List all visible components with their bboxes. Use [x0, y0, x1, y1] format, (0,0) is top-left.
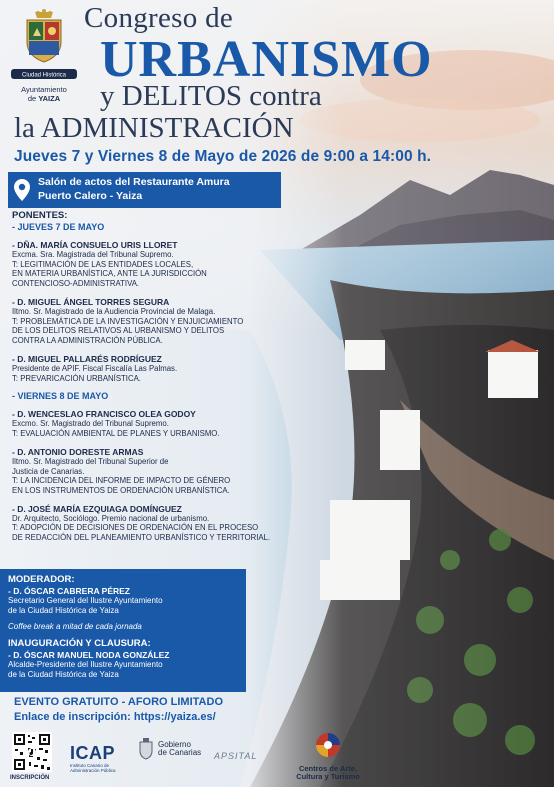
icap-wordmark: ICAP: [70, 743, 116, 763]
speaker-detail-line: Iltmo. Sr. Magistrado del Tribunal Superior de: [12, 456, 169, 466]
map-pin-icon: [14, 179, 30, 201]
closing-heading: INAUGURACIÓN Y CLAUSURA:: [8, 638, 151, 649]
speaker-item: [12, 504, 342, 543]
speaker-day-label: - VIERNES 8 DE MAYO: [12, 391, 109, 402]
speaker-detail-line: EN LOS INSTRUMENTOS DE ORDENACIÓN URBANÍSTICA.: [12, 486, 230, 496]
speaker-item: [12, 297, 342, 346]
speaker-detail-line: DE REDACCIÓN DEL PLANEAMIENTO URBANÍSTICO Y TERRITORIAL.: [12, 533, 271, 543]
title-line-2: URBANISMO: [100, 31, 433, 88]
speaker-detail-line: T: LA INCIDENCIA DEL INFORME DE IMPACTO DE GÉNERO: [12, 476, 231, 486]
speaker-detail-line: T: EVALUACIÓN AMBIENTAL DE PLANES Y URBANISMO.: [12, 429, 220, 439]
speaker-item: [12, 354, 342, 383]
speaker-detail-line: T: PROBLEMÁTICA DE LA INVESTIGACIÓN Y ENJUICIAMIENTO: [12, 316, 244, 326]
cultura-line1: Centros de Arte,: [298, 764, 358, 773]
speaker-detail-line: DE LOS DELITOS RELATIVOS AL URBANISMO Y DELITOS: [12, 326, 225, 336]
moderator-heading: MODERADOR:: [8, 574, 75, 585]
gobierno-text: [158, 741, 201, 758]
speaker-detail-line: T: PREVARICACIÓN URBANÍSTICA.: [12, 373, 141, 383]
coat-of-arms-icon: [21, 8, 67, 66]
moderator-role-line1: Secretario General del Ilustre Ayuntamiento: [8, 596, 163, 605]
cultura-turismo-logo: [288, 732, 368, 782]
registration-link[interactable]: Enlace de inscripción: https://yaiza.es/: [14, 711, 216, 723]
venue-line-2: Puerto Calero - Yaiza: [38, 190, 143, 202]
ciudad-historica-ribbon-icon: [11, 69, 77, 79]
speaker-name: - D. ANTONIO DORESTE ARMAS: [12, 446, 144, 457]
closing-role-line1: Alcalde-Presidente del Ilustre Ayuntamiento: [8, 660, 163, 669]
speaker-item: [12, 409, 342, 438]
speaker-detail-line: EN MATERIA URBANÍSTICA, ANTE LA JURISDICCIÓN: [12, 269, 207, 279]
coffee-break-note: Coffee break a mitad de cada jornada: [8, 622, 142, 631]
title-line-4: la ADMINISTRACIÓN: [14, 112, 294, 144]
gobierno-line2: de Canarias: [158, 748, 202, 757]
gobierno-canarias-logo: [138, 738, 201, 760]
speaker-detail-line: Iltmo. Sr. Magistrado de la Audiencia Provincial de Malaga.: [12, 306, 216, 316]
speaker-detail-line: T: LEGITIMACIÓN DE LAS ENTIDADES LOCALES,: [12, 259, 194, 269]
venue-line-1: Salón de actos del Restaurante Amura: [38, 176, 230, 189]
speaker-detail-line: Dr. Arquitecto, Sociólogo. Premio nacional de urbanismo.: [12, 513, 210, 523]
title-line-1: Congreso de: [84, 2, 234, 34]
icap-logo: [70, 743, 126, 774]
cultura-text: [288, 765, 368, 782]
venue-box: [8, 172, 281, 208]
speaker-name: - D. MIGUEL PALLARÉS RODRÍGUEZ: [12, 353, 162, 364]
free-event-notice: EVENTO GRATUITO - AFORO LIMITADO: [14, 696, 223, 708]
speaker-name: - D. JOSÉ MARÍA EZQUIAGA DOMÍNGUEZ: [12, 503, 182, 514]
speaker-name: - D. WENCESLAO FRANCISCO OLEA GODOY: [12, 409, 196, 420]
speaker-item: [12, 240, 342, 289]
speaker-detail-line: CONTRA LA ADMINISTRACIÓN PÚBLICA.: [12, 336, 163, 346]
qr-code-icon[interactable]: [12, 732, 52, 772]
speaker-detail-line: CONTENCIOSO-ADMINISTRATIVA.: [12, 279, 140, 289]
speakers-heading: PONENTES:: [12, 210, 68, 221]
qr-label: INSCRIPCIÓN: [10, 775, 50, 781]
apif-logo: APSITAL: [214, 751, 258, 761]
speakers-panel: [12, 210, 342, 551]
icap-subtitle: Instituto Canario de Administración Pública: [70, 763, 116, 773]
moderator-name: - D. ÓSCAR CABRERA PÉREZ: [8, 586, 130, 596]
speaker-detail-line: Excmo. Sr. Magistrado del Tribunal Supremo.: [12, 419, 169, 429]
speaker-item: [12, 447, 342, 496]
municipality-line2: de YAIZA: [27, 93, 61, 103]
moderator-panel: [0, 569, 246, 692]
speaker-day-label: - JUEVES 7 DE MAYO: [12, 222, 105, 232]
title-line-3: y DELITOS contra: [100, 80, 322, 112]
speaker-detail-line: Presidente de APIF. Fiscal Fiscalía Las Palmas.: [12, 363, 178, 373]
venue-text: [38, 176, 230, 203]
canarias-crest-icon: [138, 738, 154, 760]
speaker-detail-line: Excma. Sra. Magistrada del Tribunal Supremo.: [12, 250, 174, 259]
closing-name: - D. ÓSCAR MANUEL NODA GONZÁLEZ: [8, 650, 170, 660]
speaker-detail-line: Justicia de Canarias.: [12, 466, 85, 476]
svg-text:Ciudad Histórica: Ciudad Histórica: [21, 72, 67, 79]
speaker-detail-line: T: ADOPCIÓN DE DECISIONES DE ORDENACIÓN EN EL PROCESO: [12, 523, 259, 533]
gobierno-line1: Gobierno: [158, 739, 191, 749]
cact-emblem-icon: [315, 732, 341, 758]
speaker-days: [12, 222, 342, 543]
municipality-caption: [8, 86, 80, 103]
municipality-line1: Ayuntamiento: [21, 85, 67, 94]
speaker-name: - D. MIGUEL ÁNGEL TORRES SEGURA: [12, 296, 170, 307]
closing-role-line2: de la Ciudad Histórica de Yaiza: [8, 670, 119, 679]
event-date: Jueves 7 y Viernes 8 de Mayo de 2026 de 9:00 a 14:00 h.: [14, 148, 432, 165]
yaiza-municipal-logo: [8, 8, 80, 103]
moderator-role-line2: de la Ciudad Histórica de Yaiza: [8, 606, 119, 615]
cultura-line2: Cultura y Turismo: [296, 772, 360, 782]
speaker-name: - DÑA. MARÍA CONSUELO URIS LLORET: [12, 240, 178, 250]
